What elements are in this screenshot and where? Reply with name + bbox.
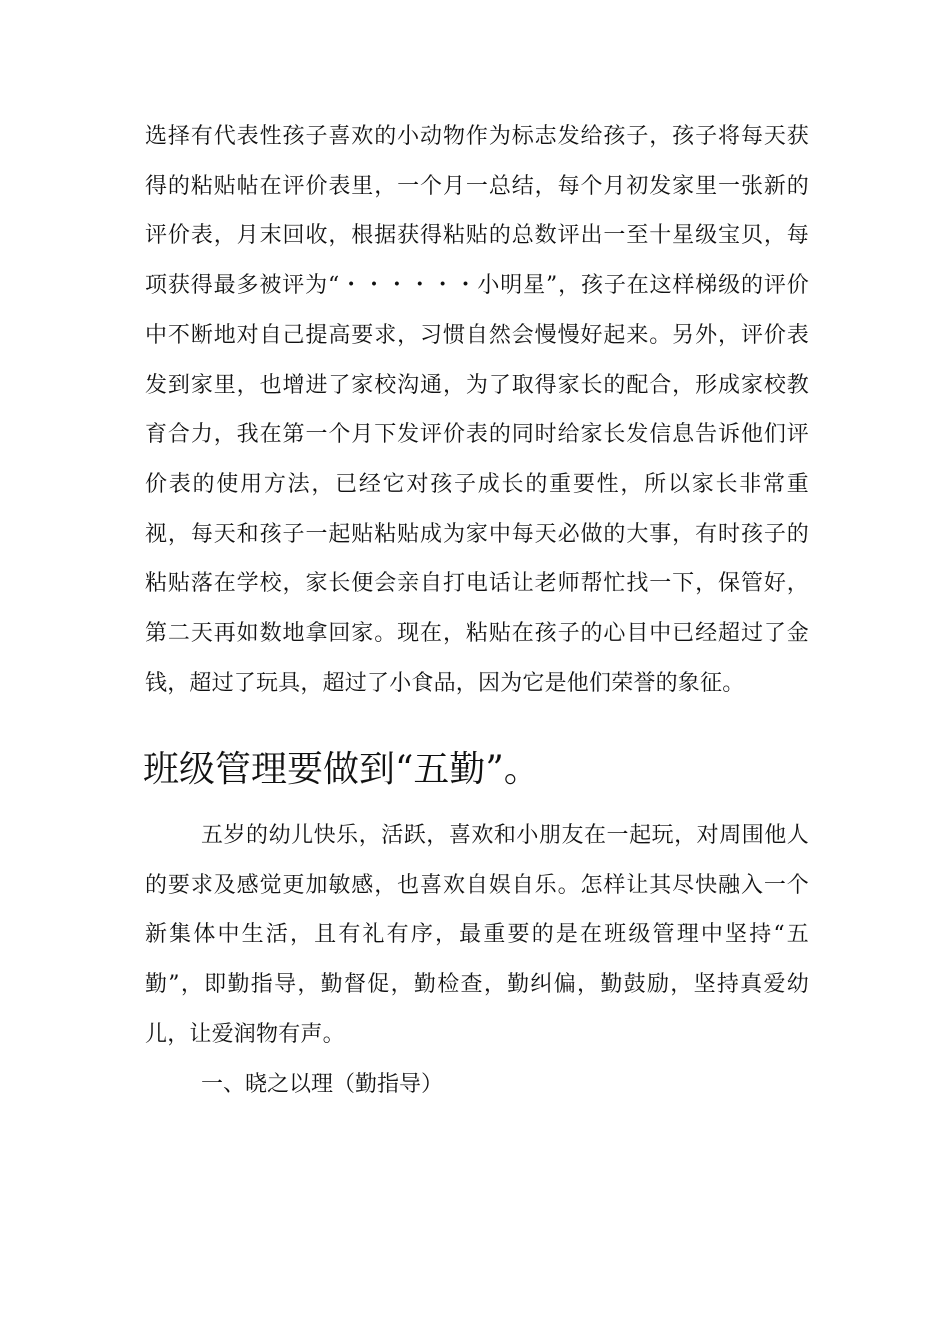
section-heading: 班级管理要做到“五勤”。 xyxy=(143,749,540,790)
body-paragraph: 五岁的幼儿快乐，活跃，喜欢和小朋友在一起玩，对周围他人的要求及感觉更加敏感，也喜欢自娱自乐。怎样让其尽快融入一个新集体中生活，且有礼有序，最重要的是在班级管理中坚持“五勤”，即勤指导，勤督促，勤检查，勤纠偏，勤鼓励，坚持真爱幼儿，让爱润物有声。 xyxy=(145,823,809,1047)
subsection-heading: 一、晓之以理（勤指导） xyxy=(201,1072,444,1097)
body-paragraph: 选择有代表性孩子喜欢的小动物作为标志发给孩子，孩子将每天获得的粘贴帖在评价表里，一个月一总结，每个月初发家里一张新的评价表，月末回收，根据获得粘贴的总数评出一至十星级宝贝，每项获得最多被评为“・・・・・・小明星”，孩子在这样梯级的评价中不断地对自己提高要求，习惯自然会慢慢好起来。另外，评价表发到家里，也增进了家校沟通，为了取得家长的配合，形成家校教育合力，我在第一个月下发评价表的同时给家长发信息告诉他们评价表的使用方法，已经它对孩子成长的重要性，所以家长非常重视，每天和孩子一起贴粘贴成为家中每天必做的大事，有时孩子的粘贴落在学校，家长便会亲自打电话让老师帮忙找一下，保管好，第二天再如数地拿回家。现在，粘贴在孩子的心目中已经超过了金钱，超过了玩具，超过了小食品，因为它是他们荣誉的象征。 xyxy=(145,124,809,696)
